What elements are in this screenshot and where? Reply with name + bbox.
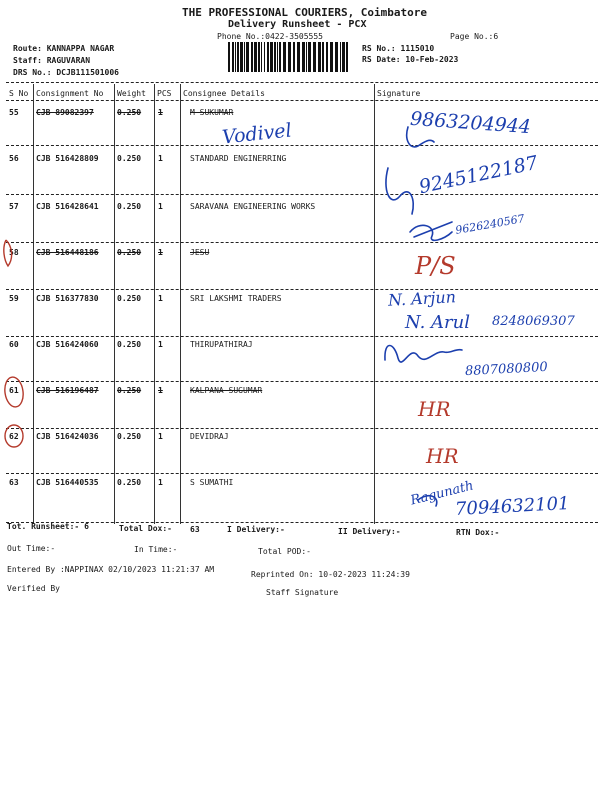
row-sno: 62 [9,432,19,441]
handwritten-note: HR [426,444,459,468]
ii-delivery: II Delivery:- [338,527,401,536]
handwritten-phone: 9626240567 [454,212,526,237]
barcode-bar [279,42,281,72]
barcode-bar [240,42,243,72]
row-weight: 0.250 [117,154,142,163]
row-consignee: KALPANA SUGUMAR [190,386,263,395]
barcode-bar [313,42,316,72]
barcode-bar [306,42,307,72]
row-weight: 0.250 [117,478,142,487]
row-consignment-no: CJB 89082397 [36,108,94,117]
row-consignee: SARAVANA ENGINEERING WORKS [190,202,316,211]
row-weight: 0.250 [117,108,142,117]
barcode-bar [267,42,269,72]
barcode-bar [235,42,236,72]
rs-number: RS No.: 1115010 [362,44,435,53]
column-separator [154,84,155,524]
barcode-bar [326,42,328,72]
barcode-bar [228,42,230,72]
barcode-bar [254,42,257,72]
barcode-bar [246,42,249,72]
row-consignment-no: CJB 516440535 [36,478,99,487]
row-pcs: 1 [158,154,163,163]
row-weight: 0.250 [117,294,142,303]
barcode-bar [288,42,291,72]
row-consignee: M SUKUMAR [190,108,234,117]
row-consignee: SRI LAKSHMI TRADERS [190,294,282,303]
row-divider [6,336,598,337]
row-pcs: 1 [158,478,163,487]
barcode-bar [318,42,321,72]
barcode-bar [297,42,300,72]
tot-runsheet: Tot. Runsheet:- 6 [7,522,89,531]
barcode-bar [342,42,345,72]
barcode-bar [277,42,278,72]
handwritten-name: N. Arjun [387,287,457,310]
row-sno: 56 [9,154,19,163]
divider [6,82,598,83]
handwritten-name: N. Arul [405,312,470,333]
row-consignment-no: CJB 516424036 [36,432,99,441]
entered-by: Entered By :NAPPINAX 02/10/2023 11:21:37 AM [7,565,215,574]
barcode-bar [346,42,348,72]
row-pcs: 1 [158,108,163,117]
row-sno: 55 [9,108,19,117]
rtn-dox: RTN Dox:- [456,528,500,537]
total-pod: Total POD:- [258,547,311,556]
row-pcs: 1 [158,294,163,303]
barcode-bar [335,42,338,72]
barcode-bar [293,42,295,72]
row-divider [6,194,598,195]
column-separator [114,84,115,524]
column-separator [33,84,34,524]
barcode-bar [237,42,239,72]
barcode-bar [302,42,305,72]
page-number: Page No.:6 [450,32,499,41]
handwritten-note: Vodivel [221,119,293,149]
barcode-bar [330,42,333,72]
company-title: THE PROFESSIONAL COURIERS, Coimbatore [182,6,428,19]
handwritten-note: HR [418,397,451,421]
col-header-pcs: PCS [157,89,172,98]
col-header-consignment: Consignment No [36,89,104,98]
row-consignee: STANDARD ENGINERRING [190,154,287,163]
column-separator [180,84,181,524]
row-consignment-no: CJB 516424060 [36,340,99,349]
barcode-bar [274,42,276,72]
row-sno: 57 [9,202,19,211]
row-consignment-no: CJB 516377830 [36,294,99,303]
col-header-weight: Weight [117,89,146,98]
barcode [228,42,353,72]
row-weight: 0.250 [117,386,142,395]
total-dox-label: Total Dox:- [119,524,172,533]
col-header-consignee: Consignee Details [183,89,265,98]
handwritten-note: P/S [415,252,456,280]
handwritten-phone: 8807080800 [464,359,549,380]
row-divider [6,145,598,146]
col-header-signature: Signature [377,89,421,98]
row-consignment-no: CJB 516428809 [36,154,99,163]
row-pcs: 1 [158,202,163,211]
row-sno: 58 [9,248,19,257]
document-title: Delivery Runsheet - PCX [228,19,367,30]
verified-by: Verified By [7,584,60,593]
barcode-bar [270,42,273,72]
row-divider [6,522,598,523]
out-time: Out Time:- [7,544,56,553]
staff-signature: Staff Signature [266,588,339,597]
row-pcs: 1 [158,340,163,349]
drs-number: DRS No.: DCJB111501006 [13,68,119,77]
rs-date: RS Date: 10-Feb-2023 [362,55,459,64]
barcode-bar [283,42,286,72]
row-weight: 0.250 [117,202,142,211]
barcode-bar [251,42,253,72]
handwritten-phone: 7094632101 [454,493,571,520]
column-separator [374,84,375,524]
barcode-bar [308,42,311,72]
row-pcs: 1 [158,248,163,257]
handwritten-phone: 9245122187 [417,151,540,199]
barcode-bar [322,42,324,72]
barcode-bar [264,42,265,72]
row-weight: 0.250 [117,248,142,257]
row-divider [6,381,598,382]
row-divider [6,428,598,429]
handwritten-name: Ragunath [409,478,476,509]
row-consignee: S SUMATHI [190,478,234,487]
row-consignment-no: CJB 516196487 [36,386,99,395]
in-time: In Time:- [134,545,178,554]
barcode-bar [258,42,260,72]
barcode-bar [232,42,234,72]
reprinted-on: Reprinted On: 10-02-2023 11:24:39 [251,570,410,579]
barcode-bar [340,42,341,72]
i-delivery: I Delivery:- [227,525,285,534]
row-pcs: 1 [158,386,163,395]
total-dox-value: 63 [190,525,200,534]
row-weight: 0.250 [117,432,142,441]
row-sno: 60 [9,340,19,349]
row-sno: 61 [9,386,19,395]
phone-number: Phone No.:0422-3505555 [217,32,323,41]
divider [6,100,598,101]
row-divider [6,242,598,243]
row-weight: 0.250 [117,340,142,349]
row-sno: 63 [9,478,19,487]
barcode-bar [244,42,245,72]
handwritten-phone: 9863204944 [409,107,532,139]
row-divider [6,289,598,290]
staff-label: Staff: RAGUVARAN [13,56,91,65]
row-consignment-no: CJB 516428641 [36,202,99,211]
row-sno: 59 [9,294,19,303]
row-consignee: DEVIDRAJ [190,432,229,441]
row-consignee: THIRUPATHIRAJ [190,340,253,349]
col-header-sno: S No [9,89,29,98]
barcode-bar [261,42,262,72]
handwritten-phone: 8248069307 [492,314,575,329]
row-divider [6,473,598,474]
row-pcs: 1 [158,432,163,441]
route-label: Route: KANNAPPA NAGAR [13,44,115,53]
row-consignment-no: CJB 516448186 [36,248,99,257]
row-consignee: JESU [190,248,210,257]
